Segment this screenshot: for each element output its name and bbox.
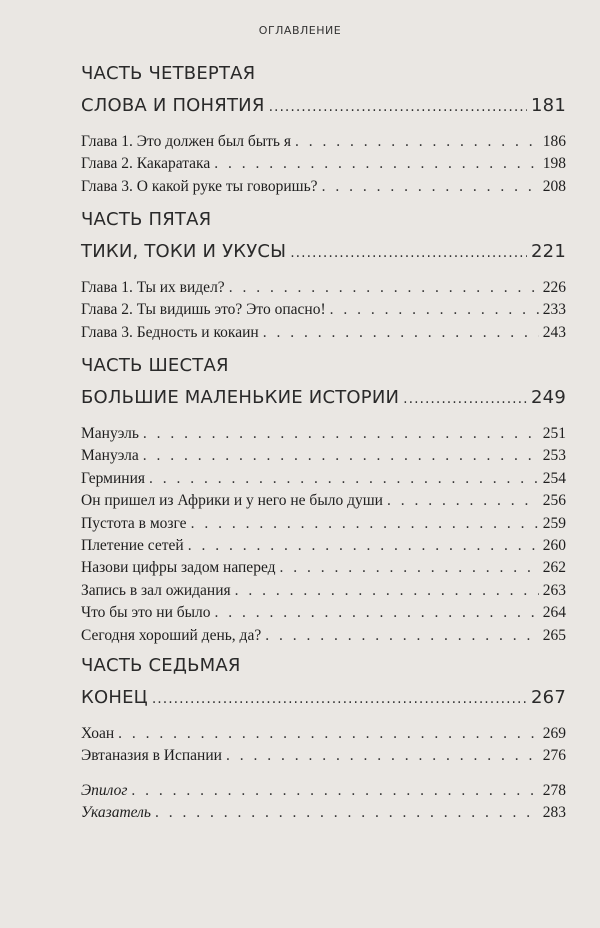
part-title-row[interactable] xyxy=(81,90,566,122)
spacer xyxy=(81,768,566,780)
page-number: 256 xyxy=(542,492,566,510)
page-number: 226 xyxy=(542,279,566,296)
part-title: ТИКИ, ТОКИ И УКУСЫ xyxy=(81,241,287,262)
page-number: 251 xyxy=(542,425,566,442)
page-number: 262 xyxy=(542,559,566,577)
page-number: 233 xyxy=(542,301,566,319)
part-label: ЧАСТЬ ЧЕТВЕРТАЯ xyxy=(81,63,256,84)
part-label: ЧАСТЬ СЕДЬМАЯ xyxy=(81,655,241,676)
part-five xyxy=(81,204,566,344)
entry-title: Глава 1. Это должен был быть я xyxy=(81,133,291,150)
dot-leader xyxy=(322,176,539,198)
dot-leader xyxy=(403,383,527,415)
part-title-row[interactable] xyxy=(81,382,566,414)
dot-leader xyxy=(265,625,539,647)
part-title: СЛОВА И ПОНЯТИЯ xyxy=(81,95,265,116)
page-number: 253 xyxy=(542,447,566,465)
page-number: 276 xyxy=(542,747,566,765)
toc-entry[interactable] xyxy=(81,490,566,512)
dot-leader xyxy=(143,445,539,467)
page-number: 269 xyxy=(542,725,566,742)
part-six xyxy=(81,350,566,647)
page-number: 267 xyxy=(531,687,566,708)
part-four xyxy=(81,58,566,198)
dot-leader xyxy=(188,535,539,557)
toc-entry[interactable] xyxy=(81,557,566,579)
dot-leader xyxy=(280,557,539,579)
chapter-list xyxy=(81,423,566,647)
toc-entry[interactable] xyxy=(81,602,566,624)
entry-title: Глава 3. О какой руке ты говоришь? xyxy=(81,177,318,195)
page-number: 259 xyxy=(542,514,566,532)
part-label: ЧАСТЬ ШЕСТАЯ xyxy=(81,355,229,376)
entry-title: Глава 1. Ты их видел? xyxy=(81,279,225,296)
entry-title: Запись в зал ожидания xyxy=(81,581,231,599)
dot-leader xyxy=(263,322,539,344)
page-number: 278 xyxy=(542,781,566,799)
chapter-list xyxy=(81,131,566,198)
dot-leader xyxy=(215,602,539,624)
entry-title: Глава 2. Какаратака xyxy=(81,155,211,173)
dot-leader xyxy=(214,153,539,175)
dot-leader xyxy=(226,745,539,767)
page-number: 265 xyxy=(542,626,566,644)
dot-leader xyxy=(149,468,539,490)
part-title-row[interactable] xyxy=(81,682,566,714)
dot-leader xyxy=(235,580,539,602)
entry-title: Что бы это ни было xyxy=(81,604,211,622)
toc-entry[interactable] xyxy=(81,513,566,535)
part-label: ЧАСТЬ ПЯТАЯ xyxy=(81,209,212,230)
entry-title: Глава 3. Бедность и кокаин xyxy=(81,323,259,341)
toc-entry[interactable] xyxy=(81,153,566,175)
entry-title: Пустота в мозге xyxy=(81,514,187,532)
dot-leader xyxy=(269,91,527,123)
part-title-row[interactable] xyxy=(81,236,566,268)
entry-title: Плетение сетей xyxy=(81,536,184,554)
toc-entry[interactable] xyxy=(81,322,566,344)
dot-leader xyxy=(295,131,539,153)
toc-entry[interactable] xyxy=(81,723,566,745)
dot-leader xyxy=(330,299,539,321)
page-number: 221 xyxy=(531,241,566,262)
page-number: 208 xyxy=(542,177,566,195)
toc-entry[interactable] xyxy=(81,468,566,490)
entry-title: Мануэль xyxy=(81,425,139,442)
chapter-list xyxy=(81,723,566,825)
toc-entry[interactable] xyxy=(81,625,566,647)
part-seven xyxy=(81,650,566,825)
entry-title: Эпилог xyxy=(81,781,128,799)
entry-title: Герминия xyxy=(81,469,145,487)
toc-entry[interactable] xyxy=(81,535,566,557)
entry-title: Сегодня хороший день, да? xyxy=(81,626,262,644)
dot-leader xyxy=(290,237,527,269)
dot-leader xyxy=(118,723,539,745)
toc-entry[interactable] xyxy=(81,580,566,602)
page-number: 263 xyxy=(542,581,566,599)
dot-leader xyxy=(152,683,527,715)
dot-leader xyxy=(191,513,539,535)
dot-leader xyxy=(155,802,539,824)
toc-entry[interactable] xyxy=(81,131,566,153)
page-number: 186 xyxy=(542,133,566,150)
toc-entry[interactable] xyxy=(81,277,566,299)
dot-leader xyxy=(229,277,539,299)
part-title: КОНЕЦ xyxy=(81,687,148,708)
toc-entry[interactable] xyxy=(81,176,566,198)
entry-title: Назови цифры задом наперед xyxy=(81,559,276,577)
dot-leader xyxy=(387,490,539,512)
toc-entry[interactable] xyxy=(81,445,566,467)
entry-title: Указатель xyxy=(81,804,151,822)
toc-entry[interactable] xyxy=(81,745,566,767)
dot-leader xyxy=(131,780,538,802)
page-number: 283 xyxy=(542,804,566,822)
entry-title: Он пришел из Африки и у него не было души xyxy=(81,492,383,510)
toc-entry-index[interactable] xyxy=(81,802,566,824)
entry-title: Глава 2. Ты видишь это? Это опасно! xyxy=(81,301,326,319)
page-number: 249 xyxy=(531,387,566,408)
dot-leader xyxy=(143,423,539,445)
toc-entry[interactable] xyxy=(81,423,566,445)
chapter-list xyxy=(81,277,566,344)
entry-title: Эвтаназия в Испании xyxy=(81,747,222,765)
page-number: 243 xyxy=(542,323,566,341)
page-number: 264 xyxy=(542,604,566,622)
running-head: ОГЛАВЛЕНИЕ xyxy=(258,24,342,37)
part-title: БОЛЬШИЕ МАЛЕНЬКИЕ ИСТОРИИ xyxy=(81,387,400,408)
page-number: 181 xyxy=(531,95,566,116)
toc-entry[interactable] xyxy=(81,299,566,321)
entry-title: Мануэла xyxy=(81,447,139,465)
page-number: 198 xyxy=(542,155,566,173)
page-number: 254 xyxy=(542,469,566,487)
toc-entry-epilogue[interactable] xyxy=(81,780,566,802)
entry-title: Хоан xyxy=(81,725,115,742)
page-number: 260 xyxy=(542,536,566,554)
